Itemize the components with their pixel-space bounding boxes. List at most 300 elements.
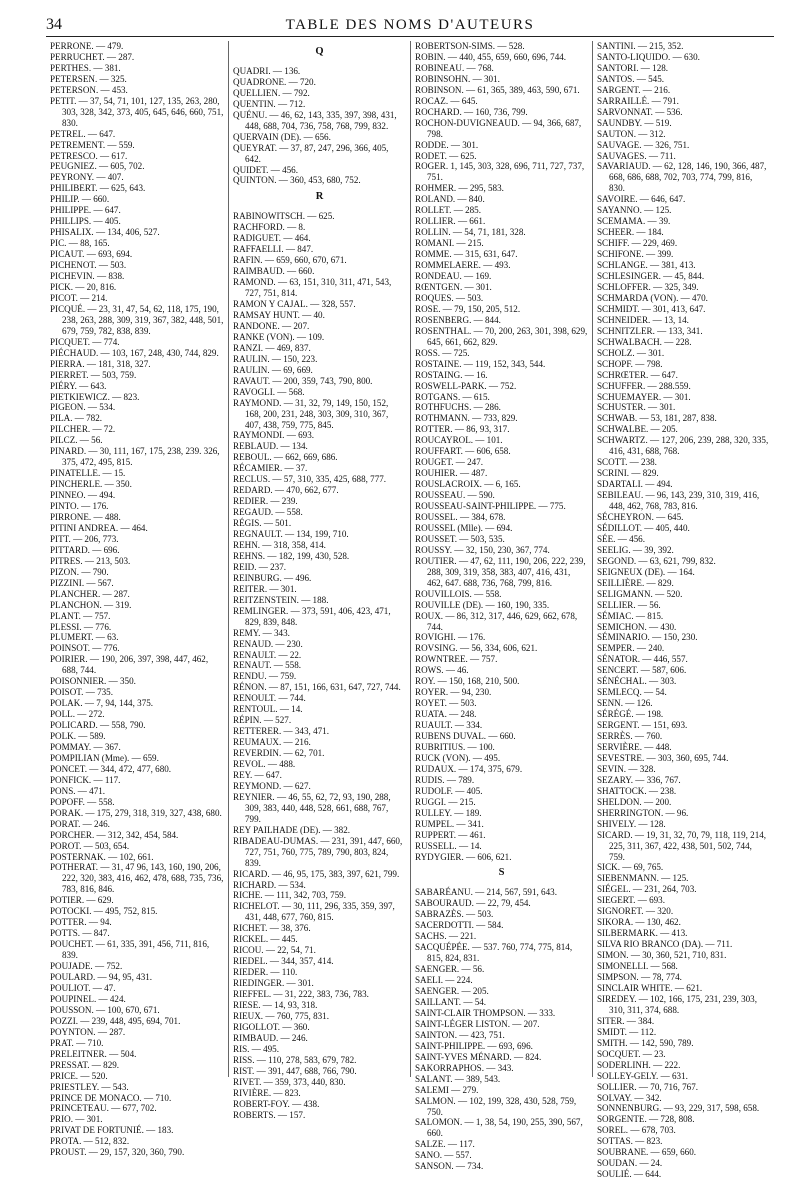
index-entry: PETERSEN. — 325. [50, 73, 127, 84]
index-entry: SHELDON. — 200. [597, 796, 672, 807]
index-entry: SELIGMANN. — 520. [597, 588, 683, 599]
index-entry: SIMON. — 30, 360, 521, 710, 831. [597, 950, 727, 961]
index-entry: PICQUÉ. — 23, 31, 47, 54, 62, 118, 175, 190, 238, 263, 288, 309, 319, 367, 382, 448, 501, 679, 759, 782, 838, 839. [50, 303, 224, 336]
index-column [410, 41, 592, 1172]
index-entry: PHISALIX. — 134, 406, 527. [50, 227, 160, 238]
index-entry: SORGENTE. — 728, 808. [597, 1114, 695, 1125]
index-entry: RUGGI. — 215. [415, 796, 476, 807]
index-entry: ROSTAING. — 16. [415, 369, 488, 380]
index-entry: PEUGNIEZ. — 605, 702. [50, 161, 145, 172]
index-entry: ROUVILLE (DE). — 160, 190, 335. [415, 599, 550, 610]
index-entry: PICK. — 20, 816. [50, 281, 117, 292]
index-entry: SAELI. — 224. [415, 975, 473, 986]
index-entry: QUENTIN. — 712. [233, 98, 306, 109]
index-entry: PORAK. — 175, 279, 318, 319, 327, 438, 680. [50, 807, 222, 818]
index-entry: SAINT-LÉGER LISTON. — 207. [415, 1018, 540, 1029]
index-entry: RACHFORD. — 8. [233, 222, 306, 233]
index-entry: ROTGANS. — 615. [415, 391, 490, 402]
index-entry: RAYMONDI. — 693. [233, 430, 315, 441]
index-entry: ROUHIER. — 487. [415, 468, 488, 479]
index-entry: PICAUT. — 693, 694. [50, 249, 133, 260]
index-entry: RANZI. — 469, 837. [233, 342, 311, 353]
index-entry: ROVSING. — 56, 334, 606, 621. [415, 643, 538, 654]
index-entry: RIEDEL. — 344, 357, 414. [233, 956, 334, 967]
index-entry: SOLVAY. — 342. [597, 1092, 662, 1103]
index-entry: RIMBAUD. — 246. [233, 1032, 308, 1043]
index-entry: POUJADE. — 752. [50, 961, 123, 972]
index-entry: SALEMI — 279. [415, 1084, 479, 1095]
index-entry: ROLLIER. — 661. [415, 216, 486, 227]
index-column [592, 41, 774, 1180]
index-entry: QUINTON. — 360, 453, 680, 752. [233, 175, 361, 186]
index-entry: PINCHERLE. — 350. [50, 479, 132, 490]
index-entry: REITZENSTEIN. — 188. [233, 594, 329, 605]
index-entry: PITTARD. — 696. [50, 544, 120, 555]
index-entry: RAULIN. — 69, 669. [233, 364, 313, 375]
index-entry: PERTHES. — 381. [50, 62, 121, 73]
index-entry: ROTTER. — 86, 93, 317. [415, 424, 510, 435]
index-entry: SEGOND. — 63, 621, 799, 832. [597, 555, 716, 566]
index-entry: SEBILEAU. — 96, 143, 239, 310, 319, 416, 448, 462, 768, 783, 816. [597, 490, 760, 512]
index-entry: ROHMER. — 295, 583. [415, 183, 504, 194]
index-entry: SAUVAGE. — 326, 751. [597, 139, 690, 150]
index-entry: SÉMIAC. — 815. [597, 610, 664, 621]
index-entry: PROTA. — 512, 832. [50, 1136, 130, 1147]
index-entry: POLK. — 589. [50, 731, 106, 742]
index-entry: RUATA. — 248. [415, 709, 477, 720]
index-entry: SANO. — 557. [415, 1150, 472, 1161]
index-entry: POUSSON. — 100, 670, 671. [50, 1004, 160, 1015]
index-entry: SARGENT. — 216. [597, 84, 671, 95]
index-entry: POTIER. — 629. [50, 895, 114, 906]
index-entry: SAINT-CLAIR THOMPSON. — 333. [415, 1007, 556, 1018]
index-entry: RIESE. — 14, 93, 318. [233, 1000, 318, 1011]
index-entry: SAVOIRE. — 646, 647. [597, 194, 686, 205]
index-entry: SICARD. — 19, 31, 32, 70, 79, 118, 119, 214, 225, 311, 367, 422, 438, 501, 502, 744, 759. [597, 829, 767, 862]
index-entry: PEYRONY. — 407. [50, 172, 124, 183]
index-entry: SMITH. — 142, 590, 789. [597, 1037, 694, 1048]
index-entry: SÉMINARIO. — 150, 230. [597, 632, 698, 643]
index-entry: PETIT. — 37, 54, 71, 101, 127, 135, 263, 280, 303, 328, 342, 373, 405, 645, 646, 660, 751, 830. [50, 95, 224, 128]
index-entry: ROSENTHAL. — 70, 200, 263, 301, 398, 629, 645, 661, 662, 829. [415, 325, 588, 347]
index-entry: ROMMELAERE. — 493. [415, 260, 511, 271]
index-entry: RUAULT. — 334. [415, 720, 483, 731]
index-entry: SOUBRANE. — 659, 660. [597, 1147, 697, 1158]
index-entry: SHERRINGTON. — 96. [597, 807, 689, 818]
index-entry: SACERDOTTI. — 584. [415, 920, 504, 931]
index-entry: SIMPSON. — 78, 774. [597, 972, 682, 983]
index-entry: SIKORA. — 130, 462. [597, 917, 681, 928]
index-entry: SAENGER. — 205. [415, 986, 489, 997]
index-entry: ROSS. — 725. [415, 347, 470, 358]
index-entry: SCHEER. — 184. [597, 227, 664, 238]
index-entry: RISS. — 110, 278, 583, 679, 782. [233, 1054, 357, 1065]
index-entry: REMY. — 343. [233, 627, 290, 638]
page-header [46, 14, 774, 37]
index-entry: POMMAY. — 367. [50, 742, 121, 752]
index-entry: ROLAND. — 840. [415, 194, 485, 205]
index-entry: REY. — 647. [233, 770, 282, 780]
index-entry: RENDU. — 759. [233, 671, 297, 682]
index-entry: REGAUD. — 558. [233, 507, 303, 518]
index-entry: PONS. — 471. [50, 785, 106, 796]
index-entry: PRINCE DE MONACO. — 710. [50, 1092, 172, 1103]
index-entry: ROMME. — 315, 631, 647. [415, 249, 518, 260]
index-entry: RIEUX. — 760, 775, 831. [233, 1010, 329, 1021]
index-entry: ROCAZ. — 645. [415, 95, 478, 106]
index-entry: PINTO. — 176. [50, 501, 109, 512]
index-entry: SANTINI. — 215, 352. [597, 41, 684, 51]
page-number: 34 [46, 16, 62, 33]
index-entry: SDARTALI. — 494. [597, 479, 673, 490]
index-entry: PILA. — 782. [50, 413, 103, 424]
index-entry: PIZON. — 790. [50, 566, 109, 577]
index-entry: ROUCAYROL. — 101. [415, 435, 503, 446]
index-entry: REGNAULT. — 134, 199, 710. [233, 529, 349, 540]
index-entry: RANDONE. — 207. [233, 320, 310, 331]
index-entry: RÉNON. — 87, 151, 166, 631, 647, 727, 744. [233, 682, 401, 693]
index-entry: PLANT. — 757. [50, 610, 111, 621]
index-entry: RANKE (VON). — 109. [233, 331, 325, 342]
index-entry: SIEGERT. — 693. [597, 895, 665, 906]
index-entry: SÉE. — 456. [597, 533, 645, 544]
index-entry: RIEDINGER. — 301. [233, 978, 314, 989]
index-entry: PIZZINI. — 567. [50, 577, 114, 588]
index-entry: SEELIG. — 39, 392. [597, 544, 674, 555]
index-entry: PIÉRY. — 643. [50, 380, 107, 391]
index-entry: SCHUSTER. — 301. [597, 402, 676, 413]
index-entry: PIERRET. — 503, 759. [50, 369, 137, 380]
index-entry: SABOURAUD. — 22, 79, 454. [415, 898, 531, 909]
index-entry: RAMON Y CAJAL. — 328, 557. [233, 299, 356, 310]
index-entry: SAINT-PHILIPPE. — 693, 696. [415, 1040, 533, 1051]
index-entry: PETREL. — 647. [50, 128, 116, 139]
index-entry: PIGEON. — 534. [50, 402, 116, 413]
index-entry: PILCHER. — 72. [50, 424, 116, 435]
index-entry: ROBINEAU. — 768. [415, 62, 494, 73]
index-entry: RICARD. — 46, 95, 175, 383, 397, 621, 799. [233, 868, 400, 879]
index-entry: PETERSON. — 453. [50, 84, 128, 95]
index-entry: ROCHON-DUVIGNEAUD. — 94, 366, 687, 798. [415, 117, 582, 139]
index-entry: SHIVELY. — 128. [597, 818, 666, 829]
index-entry: SCHUFFER. — 288.559. [597, 380, 691, 391]
index-entry: RUDAUX. — 174, 375, 679. [415, 763, 523, 774]
index-entry: PINARD. — 30, 111, 167, 175, 238, 239. 326, 375, 472, 495, 815. [50, 446, 220, 468]
index-entry: ROTHMANN. — 733, 829. [415, 413, 518, 424]
index-entry: PROUST. — 29, 157, 320, 360, 790. [50, 1147, 185, 1158]
index-entry: PERRONE. — 479. [50, 41, 124, 51]
index-entry: RŒNTGEN. — 301. [415, 281, 492, 292]
index-entry: PIETKIEWICZ. — 823. [50, 391, 140, 402]
index-column [228, 41, 410, 1120]
index-entry: ROQUES. — 503. [415, 292, 484, 303]
index-entry: SALANT. — 389, 543. [415, 1073, 501, 1084]
index-entry: POLL. — 272. [50, 709, 105, 720]
index-entry: PRAT. — 710. [50, 1037, 104, 1048]
index-entry: POMPILIAN (Mme). — 659. [50, 752, 159, 763]
index-entry: RIEFFEL. — 31, 222, 383, 736, 783. [233, 989, 369, 1000]
index-entry: SCHNITZLER. — 133, 341. [597, 325, 703, 336]
index-entry: PITRES. — 213, 503. [50, 555, 131, 566]
index-entry: RYDYGIER. — 606, 621. [415, 851, 512, 862]
index-entry: POTHERAT. — 31, 47 96, 143, 160, 190, 206, 222, 320, 383, 416, 462, 478, 688, 735, 736, 783, 816, 846. [50, 862, 224, 895]
index-entry: SAENGER. — 56. [415, 964, 485, 975]
index-entry: RAVOGLI. — 568. [233, 386, 305, 397]
index-entry: REYMOND. — 627. [233, 780, 311, 791]
index-entry: SCHLANGE. — 381, 413. [597, 260, 696, 271]
index-entry: SERGENT. — 151, 693. [597, 720, 688, 731]
index-entry: REYNIER. — 46, 55, 62, 72, 93, 190, 288, 309, 383, 440, 448, 528, 661, 688, 767, 799. [233, 791, 391, 824]
index-entry: RICHE. — 111, 342, 703, 759. [233, 890, 346, 901]
index-entry: PRESSAT. — 829. [50, 1059, 120, 1070]
index-entry: SAINT-YVES MÉNARD. — 824. [415, 1051, 542, 1062]
index-entry: SCHOLZ. — 301. [597, 347, 665, 358]
index-entry: ROBERTSON-SIMS. — 528. [415, 41, 525, 51]
index-entry: REID. — 237. [233, 561, 287, 572]
index-entry: QUEYRAT. — 37, 87, 247, 296, 366, 405, 642. [233, 142, 389, 164]
index-entry: PONFICK. — 117. [50, 774, 121, 785]
index-entry: RETTERER. — 343, 471. [233, 726, 329, 737]
index-entry: SOLLEY-GELY. — 631. [597, 1070, 688, 1081]
index-entry: SITER. — 384. [597, 1015, 655, 1026]
index-entry: REVERDIN. — 62, 701. [233, 748, 325, 759]
index-entry: SIGNORET. — 320. [597, 906, 674, 917]
index-entry: RÉPIN. — 527. [233, 715, 292, 726]
index-entry: QUELLIEN. — 792. [233, 87, 310, 98]
index-entry: POISOT. — 735. [50, 687, 113, 698]
index-entry: PRELEITNER. — 504. [50, 1048, 137, 1059]
index-entry: ROCHARD. — 160, 736, 799. [415, 106, 528, 117]
index-entry: SABRAZÈS. — 503. [415, 909, 494, 920]
index-entry: SELLIER. — 56. [597, 599, 661, 610]
index-entry: SANTOS. — 545. [597, 73, 665, 84]
index-entry: POULARD. — 94, 95, 431. [50, 972, 153, 983]
index-entry: SILBERMARK. — 413. [597, 928, 688, 939]
index-entry: ROUSSEAU. — 590. [415, 490, 495, 501]
index-entry: ROUSSEL (Mlle). — 694. [415, 522, 513, 533]
index-entry: PLANCHON. — 319. [50, 599, 132, 610]
index-entry: QUADRONE. — 720. [233, 76, 316, 87]
index-entry: POULIOT. — 47. [50, 982, 116, 993]
index-entry: RUDIS. — 789. [415, 774, 475, 785]
index-entry: SCRINI. — 829. [597, 468, 659, 479]
index-entry: PITT. — 206, 773. [50, 533, 119, 544]
index-entry: SCHMIDT. — 301, 413, 647. [597, 303, 706, 314]
index-entry: REHNS. — 182, 199, 430, 528. [233, 550, 350, 561]
index-entry: ROUVILLOIS. — 558. [415, 588, 502, 599]
index-entry: RENAUD. — 230. [233, 638, 303, 649]
index-entry: POUPINEL. — 424. [50, 993, 126, 1004]
index-entry: SOTTAS. — 823. [597, 1136, 663, 1147]
index-entry: SERRÈS. — 760. [597, 731, 663, 742]
index-entry: PLUMERT. — 63. [50, 632, 119, 643]
index-entry: SANTORI. — 128. [597, 62, 669, 73]
index-entry: ROMANI. — 215. [415, 238, 484, 249]
index-entry: POYNTON. — 287. [50, 1026, 126, 1037]
index-entry: SANTO-LIQUIDO. — 630. [597, 51, 700, 62]
index-entry: PRIVAT DE FORTUNIÉ. — 183. [50, 1125, 174, 1136]
index-entry: PICQUET. — 774. [50, 336, 120, 347]
index-entry: SAUTON. — 312. [597, 128, 666, 139]
index-entry: RAULIN. — 150, 223. [233, 353, 318, 364]
index-entry: SAUVAGES. — 711. [597, 150, 676, 161]
index-entry: SODERLINH. — 222. [597, 1059, 681, 1070]
index-entry: SCHIFF. — 229, 469. [597, 238, 678, 249]
index-entry: SCHIFONE. — 399. [597, 249, 674, 260]
index-entry: SAUNDBY. — 519. [597, 117, 672, 128]
index-entry: PINNEO. — 494. [50, 490, 116, 501]
index-entry: SCHRŒTER. — 647. [597, 369, 678, 380]
index-entry: RUSSELL. — 14. [415, 840, 482, 851]
index-entry: SONNENBURG. — 93, 229, 317, 598, 658. [597, 1103, 760, 1114]
index-entry: SENN. — 126. [597, 698, 653, 709]
index-entry: PETREMENT. — 559. [50, 139, 135, 150]
index-entry: RIEDER. — 110. [233, 967, 298, 978]
index-entry: REBLAUD. — 134. [233, 441, 308, 452]
index-entry: SCHWALBACH. — 228. [597, 336, 692, 347]
index-entry: REBOUL. — 662, 669, 686. [233, 452, 338, 463]
index-entry: RIBADEAU-DUMAS. — 231, 391, 447, 660, 727, 751, 760, 775, 789, 790, 803, 824, 839. [233, 835, 403, 868]
index-entry: SIÉGEL. — 231, 264, 703. [597, 884, 697, 895]
index-entry: POTOCKI. — 495, 752, 815. [50, 906, 158, 917]
index-entry: RIGOLLOT. — 360. [233, 1021, 310, 1032]
index-entry: SARRAILLÉ. — 791. [597, 95, 679, 106]
index-entry: SÉDILLOT. — 405, 440. [597, 522, 690, 533]
index-entry: SANSON. — 734. [415, 1161, 484, 1172]
index-entry: ROBINSOHN. — 301. [415, 73, 500, 84]
index-entry: ROY. — 150, 168, 210, 500. [415, 676, 520, 687]
index-column [46, 41, 228, 1158]
index-entry: RUDOLF. — 405. [415, 785, 483, 796]
index-entry: SACHS. — 221. [415, 931, 477, 942]
index-entry: POTTER. — 94. [50, 917, 112, 928]
index-entry: REMLINGER. — 373, 591, 406, 423, 471, 829, 839, 848. [233, 605, 391, 627]
index-entry: ROUX. — 86, 312, 317, 446, 629, 662, 678, 744. [415, 610, 578, 632]
index-entry: PRIESTLEY. — 543. [50, 1081, 129, 1092]
index-entry: RECLUS. — 57, 310, 335, 425, 688, 777. [233, 474, 387, 485]
index-entry: RENAUT. — 558. [233, 660, 302, 671]
index-entry: RAFFAELLI. — 847. [233, 244, 314, 255]
index-entry: PHILLIPS. — 405. [50, 216, 121, 227]
index-entry: PICHENOT. — 503. [50, 260, 127, 271]
index-entry: ROBIN. — 440, 455, 659, 660, 696, 744. [415, 51, 567, 62]
index-entry: RAMOND. — 63, 151, 310, 311, 471, 543, 727, 751, 814. [233, 277, 392, 299]
index-entry: RUMPEL. — 341. [415, 818, 484, 829]
index-entry: RODDE. — 301. [415, 139, 479, 150]
index-entry: SEVESTRE. — 303, 360, 695, 744. [597, 752, 729, 763]
index-entry: PONCET. — 344, 472, 477, 680. [50, 763, 172, 774]
index-entry: POZZI. — 239, 448, 495, 694, 701. [50, 1015, 181, 1026]
index-entry: ROUSSEAU-SAINT-PHILIPPE. — 775. [415, 501, 566, 512]
index-entry: SERVIÈRE. — 448. [597, 742, 672, 752]
index-entry: RUCK (VON). — 495. [415, 752, 501, 763]
index-entry: ROBERT-FOY. — 438. [233, 1098, 320, 1109]
index-entry: SOULIÉ. — 644. [597, 1169, 662, 1180]
index-entry: SAILLANT. — 54. [415, 996, 487, 1007]
index-entry: SCHLOFFER. — 325, 349. [597, 281, 699, 292]
index-entry: RENOULT. — 744. [233, 693, 306, 704]
index-entry: SACQUÉPÉE. — 537. 760, 774, 775, 814, 815, 824, 831. [415, 942, 573, 964]
index-entry: RULLEY. — 189. [415, 807, 482, 818]
index-entry: RAYMOND. — 31, 32, 79, 149, 150, 152, 168, 200, 231, 248, 303, 309, 310, 367, 407, 438, 759, 775, 845. [233, 397, 389, 430]
index-entry: SILVA RIO BRANCO (DA). — 711. [597, 939, 733, 950]
index-entry: RICKEL. — 445. [233, 934, 298, 945]
index-entry: PIRRONE. — 488. [50, 511, 121, 522]
index-entry: RÉCAMIER. — 37. [233, 463, 308, 474]
index-entry: PRICE. — 520. [50, 1070, 108, 1081]
index-entry: SEMPER. — 240. [597, 643, 665, 654]
index-entry: PETRESCO. — 617. [50, 150, 128, 161]
index-entry: SCHWALBE. — 205. [597, 424, 678, 435]
index-entry: POISONNIER. — 350. [50, 676, 136, 687]
index-entry: ROUGET. — 247. [415, 457, 484, 468]
index-entry: SCHNEIDER. — 13, 14. [597, 314, 689, 325]
index-entry: PRINCETEAU. — 677, 702. [50, 1103, 157, 1114]
index-entry: SÉNATOR. — 446, 557. [597, 654, 688, 665]
index-entry: RICHARD. — 534. [233, 879, 306, 890]
index-entry: POINSOT. — 776. [50, 643, 120, 654]
section-heading: R [315, 191, 324, 203]
index-entry: RENTOUL. — 14. [233, 704, 303, 715]
index-entry: QUADRI. — 136. [233, 65, 301, 76]
index-entry: RIS. — 495. [233, 1043, 279, 1054]
index-entry: ROGER. 1, 145, 303, 328, 696, 711, 727, 737, 751. [415, 161, 585, 183]
index-entry: PERRUCHET. — 287. [50, 51, 135, 62]
index-entry: ROUSSET. — 503, 535. [415, 533, 505, 544]
index-entry: SARVONNAT. — 536. [597, 106, 683, 117]
index-entry: ROUSSEL. — 384, 678. [415, 511, 506, 522]
index-entry: SALMON. — 102, 199, 328, 430, 528, 759, 750. [415, 1095, 577, 1117]
index-entry: SOLLIER. — 70, 716, 767. [597, 1081, 699, 1092]
index-entry: RAFIN. — 659, 660, 670, 671. [233, 255, 347, 266]
index-entry: RUBENS DUVAL. — 660. [415, 731, 516, 742]
index-entry: SALZE. — 117. [415, 1139, 475, 1150]
index-entry: SCOTT. — 238. [597, 457, 657, 468]
index-entry: SEILLIÈRE. — 829. [597, 577, 674, 588]
index-entry: SABARÉANU. — 214, 567, 591, 643. [415, 887, 557, 898]
index-entry: RÉGIS. — 501. [233, 518, 292, 529]
index-entry: POLAK. — 7, 94, 144, 375. [50, 698, 154, 709]
index-entry: SIEBENMANN. — 125. [597, 873, 689, 884]
index-entry: PICOT. — 214. [50, 292, 108, 303]
index-entry: ROSWELL-PARK. — 752. [415, 380, 517, 391]
index-entry: ROVIGHI. — 176. [415, 632, 486, 643]
index-entry: SIMONELLI. — 568. [597, 961, 678, 972]
index-entry: ROUFFART. — 606, 658. [415, 446, 511, 457]
index-entry: REITER. — 301. [233, 583, 297, 594]
index-entry: RUBRITIUS. — 100. [415, 742, 495, 752]
index-entry: REUMAUX. — 216. [233, 737, 311, 748]
index-entry: SAINTON. — 423, 751. [415, 1029, 505, 1040]
index-entry: ROYET. — 503. [415, 698, 477, 709]
index-entry: RUPPERT. — 461. [415, 829, 486, 840]
index-entry: REDARD. — 470, 662, 677. [233, 485, 339, 496]
index-entry: PHILIP. — 660. [50, 194, 110, 205]
index-entry: RENAULT. — 22. [233, 649, 302, 660]
index-entry: RICHELOT. — 30, 111, 296, 335, 359, 397, 431, 448, 677, 760, 815. [233, 901, 395, 923]
index-entry: SINCLAIR WHITE. — 621. [597, 982, 703, 993]
index-entry: PIERRA. — 181, 318, 327. [50, 358, 151, 369]
index-entry: RAIMBAUD. — 660. [233, 266, 315, 277]
index-entry: POLICARD. — 558, 790. [50, 720, 146, 731]
index-entry: RIST. — 391, 447, 688, 766, 790. [233, 1065, 357, 1076]
index-entry: PHILIBERT. — 625, 643. [50, 183, 146, 194]
index-entry: PINATELLE. — 15. [50, 468, 126, 479]
index-entry: SEIGNEUX (DE). — 164. [597, 566, 695, 577]
index-entry: ROYER. — 94, 230. [415, 687, 492, 698]
index-entry: REHN. — 318, 358, 414. [233, 539, 326, 550]
index-entry: SCHWARTZ. — 127, 206, 239, 288, 320, 335, 416, 431, 688, 768. [597, 435, 769, 457]
